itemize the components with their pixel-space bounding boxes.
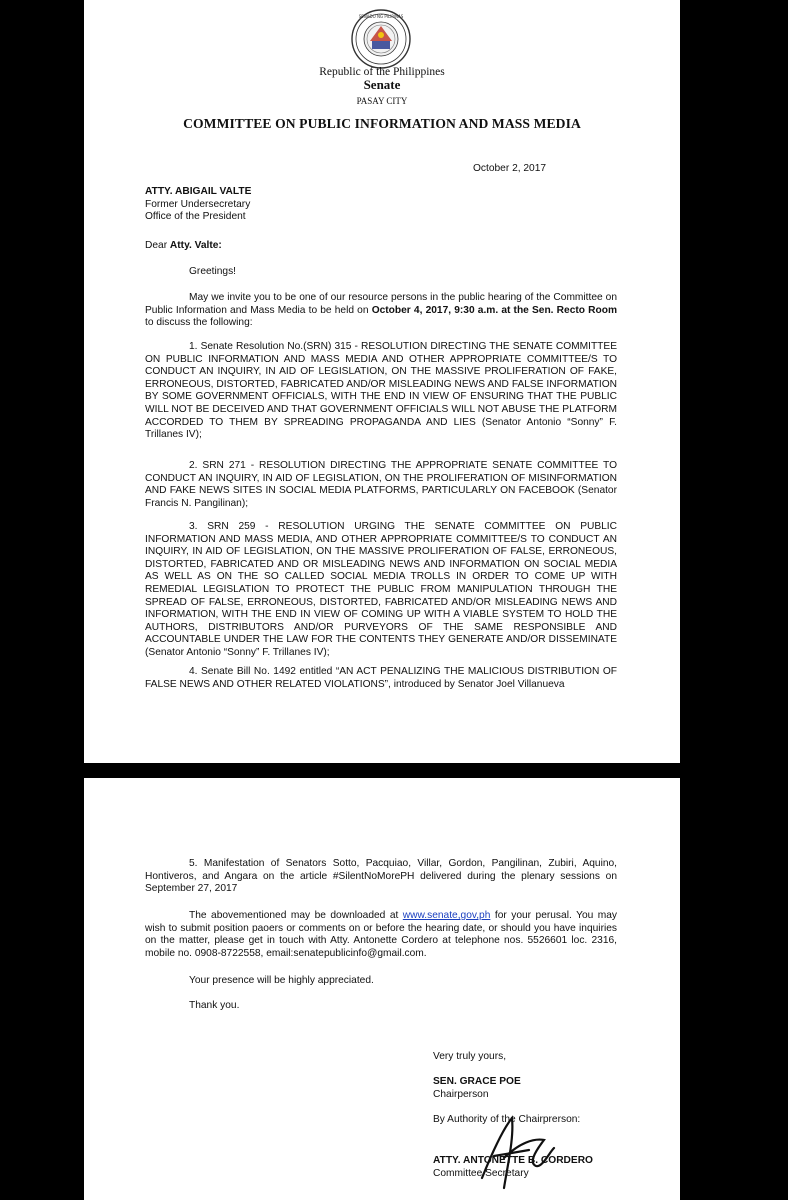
agenda-item-1 [145, 341, 617, 442]
invite-date-venue: October 4, 2017, 9:30 a.m. at the Sen. Recto Room [371, 304, 617, 316]
invite-text-2: to discuss the following: [145, 317, 253, 329]
invite-text-1: May we invite you to be one of our resource persons in the public hearing of the Committee on Public Information and Mass Media to be held on [145, 292, 617, 316]
signature-icon [474, 1108, 569, 1198]
authority-line: By Authority of the Chairprerson: [433, 1114, 581, 1125]
secretary-title: Committee Secretary [433, 1168, 529, 1179]
agenda-item-2-text: 2. SRN 271 - RESOLUTION DIRECTING THE APPROPRIATE SENATE COMMITTEE TO CONDUCT AN INQUIRY, IN AID OF LEGISLATION, ON THE PROLIFERATION OF MISINFORMATION AND FAKE NEWS SITES IN SOCIAL MEDIA PLATFORMS, PARTICULARLY ON FACEBOOK (Senator Francis N. Pangilinan); [145, 460, 617, 509]
agenda-item-5 [145, 858, 617, 896]
committee-title: COMMITTEE ON PUBLIC INFORMATION AND MASS MEDIA [183, 116, 581, 131]
agenda-item-4 [145, 666, 617, 691]
closing-yours: Very truly yours, [433, 1051, 507, 1062]
agenda-item-1-text: 1. Senate Resolution No.(SRN) 315 - RESOLUTION DIRECTING THE SENATE COMMITTEE ON PUBLIC INFORMATION AND MASS MEDIA AND OTHER APPROPRIATE COMMITTEE/S TO CONDUCT AN INQUIRY, IN AID OF LEGISLATION, ON THE MASSIVE PROLIFERATION OF FAKE, ERRONEOUS, DISTORTED, FABRICATED AND/OR MISLEADING NEWS AND FALSE INFORMATION BY SOME GOVERNMENT OFFICIALS, WITH THE END IN VIEW OF ENSURING THAT THE PUBLIC WILL NOT BE DECEIVED AND THAT GOVERNMENT OFFICIALS WILL NOT ABUSE THE PLATFORM ACCORDED TO THEM BY SPREADING PROPAGANDA AND LIES (Senator Antonio “Sonny” F. Trillanes IV); [145, 341, 617, 441]
senate-title: Senate [363, 77, 401, 92]
signer-name: SEN. GRACE POE [433, 1076, 521, 1087]
presence-line: Your presence will be highly appreciated. [189, 975, 374, 986]
agenda-item-2 [145, 460, 617, 510]
agenda-item-5-text: 5. Manifestation of Senators Sotto, Pacquiao, Villar, Gordon, Pangilinan, Zubiri, Aquino, Hontiveros, and Angara on the article #SilentNoMorePH delivered during the plenary sessions on September 27, 2017 [145, 858, 617, 895]
download-text-1: The abovementioned may be downloaded at [189, 910, 403, 921]
addressee-line2: Office of the President [145, 211, 246, 223]
addressee-block [145, 186, 251, 224]
greeting: Greetings! [189, 266, 236, 277]
letter-page-1 [84, 0, 680, 763]
republic-line: Republic of the Philippines [319, 66, 445, 78]
thanks-line: Thank you. [189, 1000, 240, 1011]
salutation-name: Atty. Valte: [169, 240, 222, 251]
letter-page-2 [84, 778, 680, 1200]
agenda-item-4-text: 4. Senate Bill No. 1492 entitled “AN ACT PENALIZING THE MALICIOUS DISTRIBUTION OF FALSE NEWS AND OTHER RELATED VIOLATIONS”, introduced by Senator Joel Villanueva [145, 666, 617, 690]
senate-website-link[interactable]: www.senate,gov,ph [402, 910, 491, 921]
addressee-line1: Former Undersecretary [145, 198, 251, 210]
addressee-name: ATTY. ABIGAIL VALTE [145, 186, 252, 197]
svg-text:SENADO NG PILIPINAS: SENADO NG PILIPINAS [358, 14, 404, 19]
signer-title: Chairperson [433, 1089, 489, 1100]
secretary-name: ATTY. ANTONETTE B. CORDERO [433, 1155, 593, 1166]
download-text-2: for your perusal. You may wish to submit position paoers or comments on or before the hearing date, or should you have inquiries on the matter, please get in touch with Atty. Antonette Cordero at telephone nos. 5526601 loc. 2316, mobile no. 0908-8722558, email:senatepublicinfo@gmail.com. [145, 910, 617, 959]
agenda-item-3 [145, 521, 617, 660]
senate-seal-icon [350, 8, 412, 70]
salutation-prefix: Dear [145, 240, 170, 251]
download-paragraph [145, 910, 617, 960]
letter-date: October 2, 2017 [473, 163, 547, 174]
city-line: PASAY CITY [356, 96, 408, 106]
agenda-item-3-text: 3. SRN 259 - RESOLUTION URGING THE SENATE COMMITTEE ON PUBLIC INFORMATION AND MASS MEDIA, AND OTHER APPROPRIATE COMMITTEE/S TO CONDUCT AN INQUIRY, IN AID OF LEGISLATION, ON THE MASSIVE PROLIFERATION OF FALSE, ERRONEOUS, DISTORTED, FABRICATED AND OR MISLEADING NEWS AND INFORMATION ON SOCIAL MEDIA AS WELL AS ON THE SO CALLED SOCIAL MEDIA TROLLS IN ORDER TO COME UP WITH REMEDIAL LEGISLATION TO PROTECT THE PUBLIC FROM MANIPULATION THROUGH THE SPREAD OF FALSE, ERRONEOUS, DISTORTED, FABRICATED AND/OR MISLEADING NEWS AND INFORMATION, WITH THE END IN VIEW OF COMING UP WITH A VIABLE SYSTEM TO HOLD THE AUTHORS, DISTRIBUTORS AND/OR PURVEYORS OF THE SAME RESPONSIBLE AND ACCOUNTABLE UNDER THE LAW FOR THE CONTENTS THEY GENERATE AND/OR DISSEMINATE (Senator Antonio “Sonny” F. Trillanes IV); [145, 521, 617, 658]
salutation [145, 240, 222, 253]
invite-paragraph [145, 292, 617, 330]
